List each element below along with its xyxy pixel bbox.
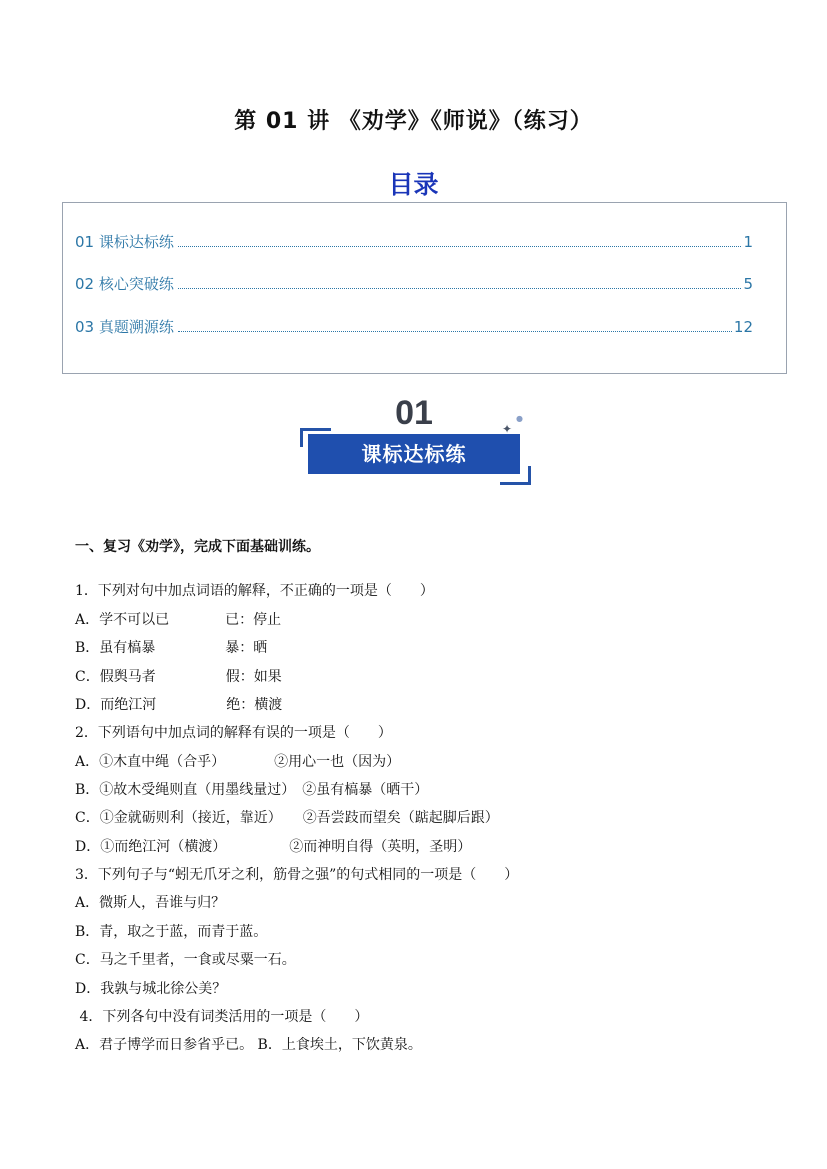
question-line: A．微斯人，吾谁与归？ xyxy=(75,895,226,911)
question-line: 3．下列句子与“蚓无爪牙之利，筋骨之强”的句式相同的一项是（ ） xyxy=(75,867,519,883)
sparkle-icon: ✦ xyxy=(502,422,513,436)
question-line: C．①金就砺则利（接近，靠近） ②吾尝跂而望矣（踮起脚后跟） xyxy=(75,810,499,826)
toc-heading: 目录 xyxy=(388,170,439,199)
toc-item-page: 12 xyxy=(733,318,753,336)
section-badge-number: 01 xyxy=(395,394,433,432)
toc-item-label: 03 真题溯源练 xyxy=(75,318,174,336)
question-line: A．学不可以已 已：停止 xyxy=(75,612,282,628)
question-line: A．①木直中绳（合乎） ②用心一也（因为） xyxy=(75,754,401,770)
section-badge xyxy=(296,392,532,488)
toc-leader-dots xyxy=(178,287,742,289)
question-line: B．①故木受绳则直（用墨线量过） ②虽有槁暴（晒干） xyxy=(75,782,429,798)
toc-item-label: 02 核心突破练 xyxy=(75,275,174,293)
question-line: D．而绝江河 绝：横渡 xyxy=(75,697,283,713)
toc-item-1[interactable] xyxy=(75,231,753,252)
question-line: B．青，取之于蓝，而青于蓝。 xyxy=(75,924,268,940)
question-line: 4．下列各句中没有词类活用的一项是（ ） xyxy=(75,1009,369,1025)
toc-leader-dots xyxy=(178,330,732,332)
badge-corner-decoration xyxy=(500,466,531,485)
toc-item-page: 1 xyxy=(743,233,753,251)
sparkle-icon: ● xyxy=(516,414,523,423)
section-badge-label: 课标达标练 xyxy=(308,434,520,474)
table-of-contents xyxy=(62,202,787,374)
question-line: D．①而绝江河（横渡） ②而神明自得（英明，圣明） xyxy=(75,839,472,855)
question-line: B．虽有槁暴 暴：晒 xyxy=(75,640,268,656)
question-line: 1．下列对句中加点词语的解释，不正确的一项是（ ） xyxy=(75,583,434,599)
question-line: A．君子博学而日参省乎已。 B．上食埃土，下饮黄泉。 xyxy=(75,1037,422,1053)
toc-item-2[interactable] xyxy=(75,273,753,294)
question-line: C．假舆马者 假：如果 xyxy=(75,669,282,685)
toc-item-3[interactable] xyxy=(75,316,753,337)
toc-item-label: 01 课标达标练 xyxy=(75,233,174,251)
section-heading: 一、复习《劝学》，完成下面基础训练。 xyxy=(75,539,320,555)
toc-leader-dots xyxy=(178,245,742,247)
question-line: C．马之千里者，一食或尽粟一石。 xyxy=(75,952,296,968)
question-line: 2．下列语句中加点词的解释有误的一项是（ ） xyxy=(75,725,392,741)
question-line: D．我孰与城北徐公美？ xyxy=(75,981,227,997)
toc-item-page: 5 xyxy=(743,275,753,293)
document-title: 第 01 讲 《劝学》《师说》（练习） xyxy=(234,109,593,134)
